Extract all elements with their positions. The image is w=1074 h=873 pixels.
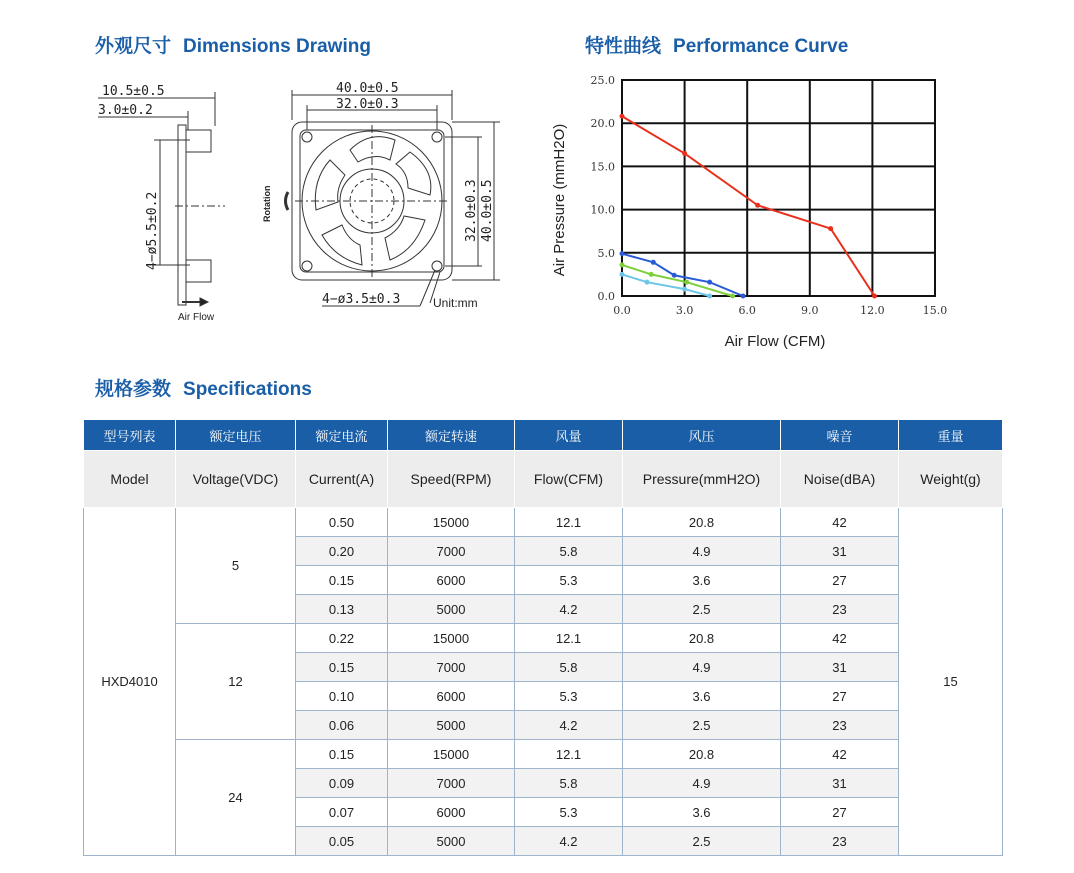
series-point (645, 280, 650, 285)
holes-dim: 4−ø3.5±0.3 (322, 292, 401, 307)
header-cn-pressure: 风压 (623, 420, 781, 451)
header-cn-model: 型号列表 (84, 420, 176, 451)
flow-cell: 12.1 (515, 508, 623, 537)
pressure-cell: 3.6 (623, 682, 781, 711)
pressure-cell: 2.5 (623, 711, 781, 740)
side-holes-dim: 4−ø5.5±0.2 (145, 191, 160, 270)
current-cell: 0.22 (296, 624, 388, 653)
header-en-voltage: Voltage(VDC) (176, 451, 296, 508)
series-point (707, 294, 712, 299)
y-tick-label: 10.0 (590, 203, 615, 217)
current-cell: 0.06 (296, 711, 388, 740)
current-cell: 0.07 (296, 798, 388, 827)
flow-cell: 5.8 (515, 769, 623, 798)
current-cell: 0.13 (296, 595, 388, 624)
x-tick-label: 12.0 (860, 304, 885, 317)
speed-cell: 5000 (388, 595, 515, 624)
model-cell: HXD4010 (84, 508, 176, 856)
table-header-cn (84, 420, 1003, 451)
header-en-current: Current(A) (296, 451, 388, 508)
current-cell: 0.15 (296, 566, 388, 595)
dimensions-title-cn: 外观尺寸 (95, 35, 172, 57)
voltage-cell: 24 (176, 740, 296, 856)
flow-cell: 5.8 (515, 537, 623, 566)
chart-x-ticks (613, 304, 947, 317)
current-cell: 0.15 (296, 740, 388, 769)
header-en-weight: Weight(g) (899, 451, 1003, 508)
header-en-model: Model (84, 451, 176, 508)
series-point (620, 114, 625, 119)
speed-cell: 6000 (388, 566, 515, 595)
speed-cell: 6000 (388, 798, 515, 827)
chart-frame (622, 80, 935, 296)
front-width-dim: 40.0±0.5 (336, 81, 399, 96)
table-row (84, 624, 1003, 653)
speed-cell: 7000 (388, 653, 515, 682)
performance-title-en: Performance Curve (673, 36, 849, 57)
series-point (684, 280, 689, 285)
flow-cell: 4.2 (515, 827, 623, 856)
table-row (84, 508, 1003, 537)
series-point (620, 251, 625, 256)
series-point (682, 151, 687, 156)
chart-y-label: Air Pressure (mmH2O) (551, 123, 568, 277)
series-point (651, 260, 656, 265)
pressure-cell: 2.5 (623, 595, 781, 624)
chart-grid (622, 80, 935, 296)
noise-cell: 31 (781, 769, 899, 798)
chart-series (620, 114, 877, 299)
x-tick-label: 6.0 (738, 304, 756, 317)
side-view (98, 92, 225, 306)
current-cell: 0.15 (296, 653, 388, 682)
header-cn-current: 额定电流 (296, 420, 388, 451)
specifications-title-cn: 规格参数 (95, 378, 172, 400)
noise-cell: 31 (781, 653, 899, 682)
performance-title (585, 31, 848, 58)
front-height-dim: 40.0±0.5 (480, 179, 495, 242)
header-cn-flow: 风量 (515, 420, 623, 451)
x-tick-label: 0.0 (613, 304, 631, 317)
series-point (872, 294, 877, 299)
series-point (741, 294, 746, 299)
noise-cell: 23 (781, 827, 899, 856)
noise-cell: 27 (781, 566, 899, 595)
pressure-cell: 4.9 (623, 537, 781, 566)
series-point (682, 287, 687, 292)
series-point (672, 273, 677, 278)
speed-cell: 7000 (388, 769, 515, 798)
flow-cell: 5.3 (515, 566, 623, 595)
dimensions-drawing (90, 70, 510, 340)
side-flange-dim: 3.0±0.2 (98, 103, 153, 118)
noise-cell: 23 (781, 711, 899, 740)
current-cell: 0.20 (296, 537, 388, 566)
table-row (84, 740, 1003, 769)
series-line-0 (622, 116, 874, 296)
x-tick-label: 15.0 (922, 304, 948, 317)
chart-y-ticks (591, 74, 616, 303)
series-point (620, 272, 625, 277)
noise-cell: 27 (781, 682, 899, 711)
speed-cell: 15000 (388, 624, 515, 653)
current-cell: 0.50 (296, 508, 388, 537)
header-en-speed: Speed(RPM) (388, 451, 515, 508)
speed-cell: 15000 (388, 508, 515, 537)
pressure-cell: 4.9 (623, 653, 781, 682)
dimensions-title (95, 31, 371, 58)
header-cn-voltage: 额定电压 (176, 420, 296, 451)
current-cell: 0.09 (296, 769, 388, 798)
pressure-cell: 20.8 (623, 508, 781, 537)
x-tick-label: 3.0 (675, 304, 694, 317)
header-en-pressure: Pressure(mmH2O) (623, 451, 781, 508)
side-depth-dim: 10.5±0.5 (102, 84, 165, 99)
noise-cell: 42 (781, 508, 899, 537)
noise-cell: 27 (781, 798, 899, 827)
unit-label: Unit:mm (433, 296, 478, 310)
series-point (620, 262, 625, 267)
y-tick-label: 20.0 (590, 117, 615, 131)
y-tick-label: 0.0 (597, 290, 615, 303)
rotation-label: Rotation (262, 185, 272, 222)
series-point (828, 226, 833, 231)
speed-cell: 5000 (388, 711, 515, 740)
performance-chart (545, 65, 965, 360)
specifications-title (95, 374, 312, 401)
noise-cell: 31 (781, 537, 899, 566)
front-vpitch-dim: 32.0±0.3 (464, 179, 479, 242)
y-tick-label: 15.0 (590, 160, 615, 174)
y-tick-label: 5.0 (597, 246, 615, 260)
chart-x-label: Air Flow (CFM) (724, 333, 826, 350)
specifications-table (83, 419, 1003, 856)
series-point (730, 294, 735, 299)
header-cn-weight: 重量 (899, 420, 1003, 451)
flow-cell: 4.2 (515, 711, 623, 740)
flow-cell: 5.8 (515, 653, 623, 682)
header-cn-noise: 噪音 (781, 420, 899, 451)
flow-cell: 12.1 (515, 740, 623, 769)
table-header-en (84, 451, 1003, 508)
dimensions-title-en: Dimensions Drawing (183, 36, 371, 57)
series-point (649, 272, 654, 277)
x-tick-label: 9.0 (801, 304, 819, 317)
header-cn-speed: 额定转速 (388, 420, 515, 451)
series-point (755, 203, 760, 208)
speed-cell: 6000 (388, 682, 515, 711)
speed-cell: 5000 (388, 827, 515, 856)
flow-cell: 5.3 (515, 682, 623, 711)
flow-cell: 5.3 (515, 798, 623, 827)
noise-cell: 42 (781, 740, 899, 769)
air-flow-label: Air Flow (178, 312, 215, 323)
pressure-cell: 2.5 (623, 827, 781, 856)
voltage-cell: 12 (176, 624, 296, 740)
table-body (84, 508, 1003, 856)
pressure-cell: 4.9 (623, 769, 781, 798)
y-tick-label: 25.0 (590, 74, 615, 87)
header-en-noise: Noise(dBA) (781, 451, 899, 508)
performance-title-cn: 特性曲线 (585, 35, 662, 57)
pressure-cell: 3.6 (623, 566, 781, 595)
noise-cell: 23 (781, 595, 899, 624)
specifications-title-en: Specifications (183, 379, 312, 400)
pressure-cell: 3.6 (623, 798, 781, 827)
current-cell: 0.10 (296, 682, 388, 711)
voltage-cell: 5 (176, 508, 296, 624)
header-en-flow: Flow(CFM) (515, 451, 623, 508)
pressure-cell: 20.8 (623, 624, 781, 653)
front-pitch-dim: 32.0±0.3 (336, 97, 399, 112)
noise-cell: 42 (781, 624, 899, 653)
pressure-cell: 20.8 (623, 740, 781, 769)
speed-cell: 15000 (388, 740, 515, 769)
current-cell: 0.05 (296, 827, 388, 856)
flow-cell: 12.1 (515, 624, 623, 653)
speed-cell: 7000 (388, 537, 515, 566)
flow-cell: 4.2 (515, 595, 623, 624)
weight-cell: 15 (899, 508, 1003, 856)
series-point (707, 280, 712, 285)
